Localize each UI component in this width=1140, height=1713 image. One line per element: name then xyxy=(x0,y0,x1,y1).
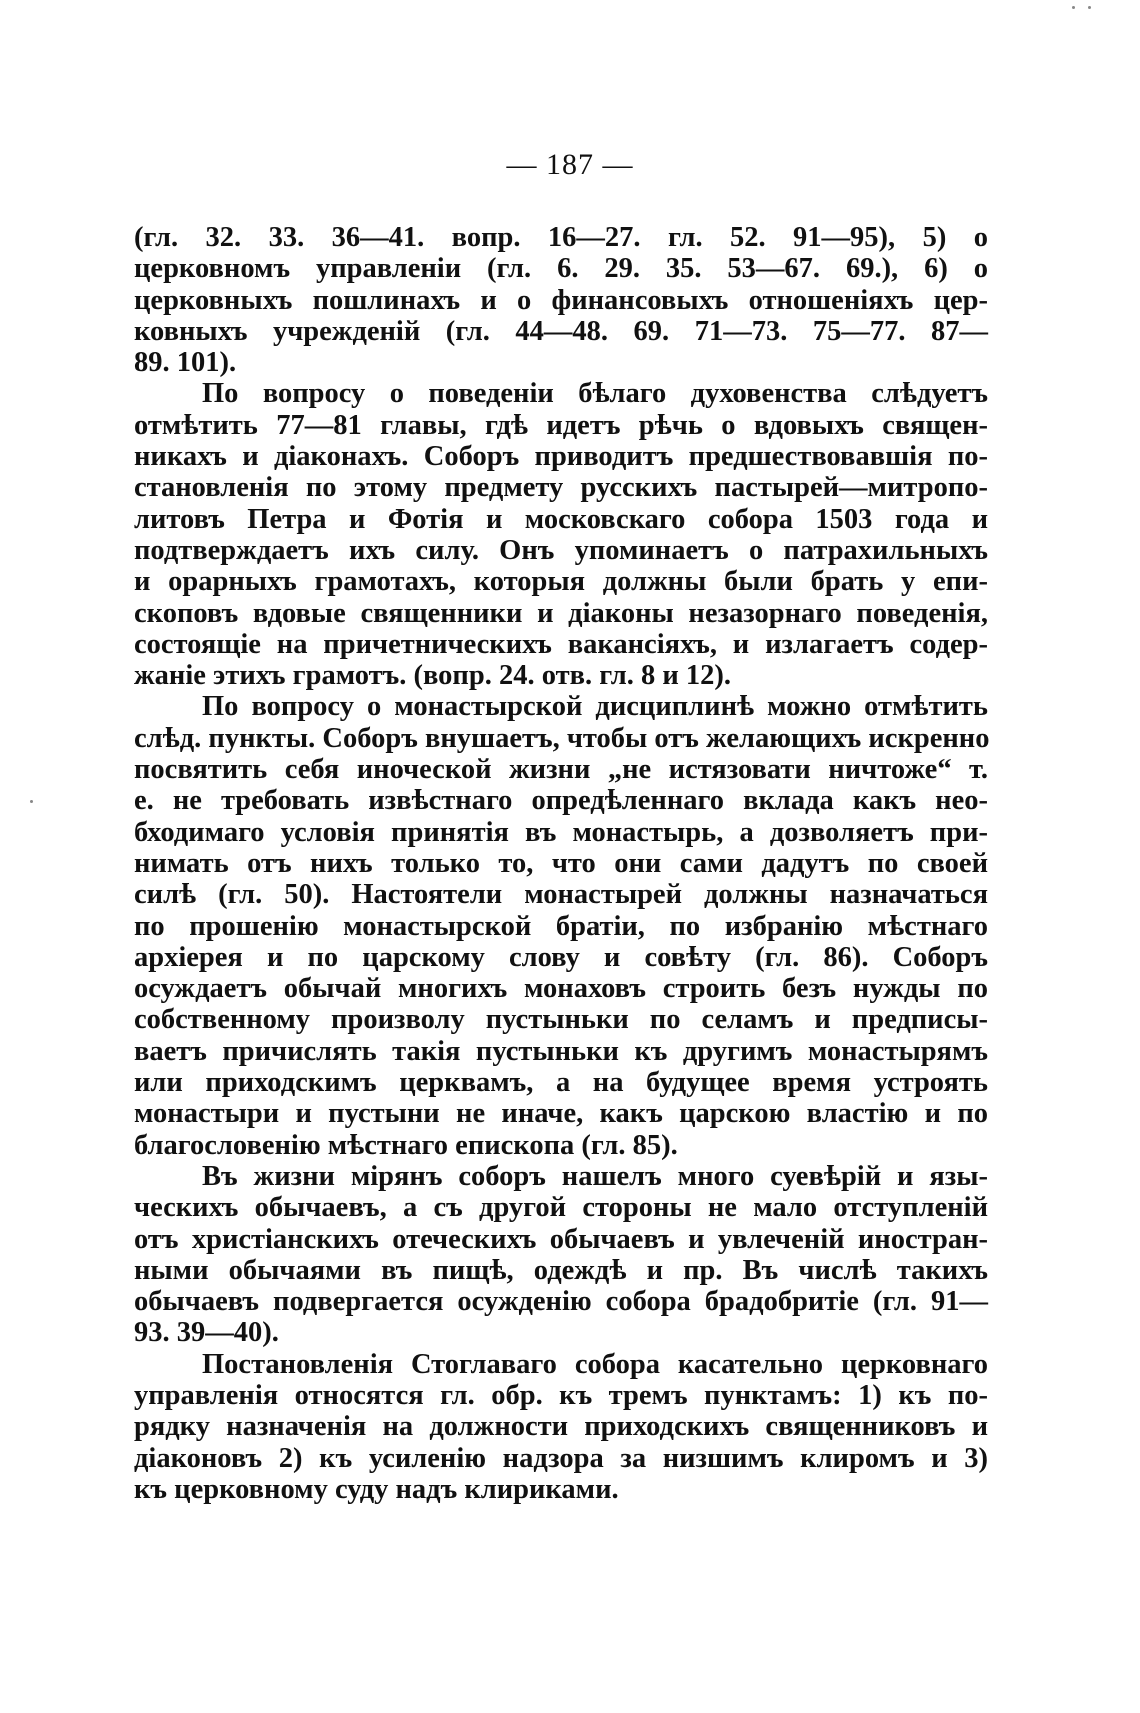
text-line: церковномъ управленіи (гл. 6. 29. 35. 53—67. 69.), 6) о xyxy=(134,253,988,285)
text-line: и орарныхъ грамотахъ, которыя должны были брать у епи- xyxy=(134,566,988,598)
text-line: ческихъ обычаевъ, а съ другой стороны не мало отступленій xyxy=(134,1192,988,1224)
text-line: архіерея и по царскому слову и совѣту (гл. 86). Соборъ xyxy=(134,941,988,973)
text-line: е. не требовать извѣстнаго опредѣленнаго вклада какъ нео- xyxy=(134,785,988,817)
text-line: силѣ (гл. 50). Настоятели монастырей должны назначаться xyxy=(134,879,988,911)
scan-speck xyxy=(1072,6,1075,9)
text-line: посвятить себя иноческой жизни „не истязовати ничтоже“ т. xyxy=(134,754,988,786)
text-line: подтверждаетъ ихъ силу. Онъ упоминаетъ о патрахильныхъ xyxy=(134,534,988,566)
text-line: 89. 101). xyxy=(134,347,237,379)
text-line: или приходскимъ церквамъ, а на будущее время устроять xyxy=(134,1067,988,1099)
text-line: Постановленія Стоглаваго собора касательно церковнаго xyxy=(202,1348,988,1380)
text-line: къ церковному суду надъ клириками. xyxy=(134,1473,619,1505)
text-line: управленія относятся гл. обр. къ тремъ пунктамъ: 1) къ по- xyxy=(134,1379,988,1411)
scan-speck xyxy=(1088,6,1091,9)
text-line: ными обычаями въ пищѣ, одеждѣ и пр. Въ числѣ такихъ xyxy=(134,1254,988,1286)
text-line: осуждаетъ обычай многихъ монаховъ строить безъ нужды по xyxy=(134,973,988,1005)
text-line: слѣд. пункты. Соборъ внушаетъ, чтобы отъ желающихъ искренно xyxy=(134,722,990,754)
text-line: нимать отъ нихъ только то, что они сами дадутъ по своей xyxy=(134,847,988,879)
text-line: отъ христіанскихъ отеческихъ обычаевъ и увлеченій иностран- xyxy=(134,1223,988,1255)
text-line: состоящіе на причетническихъ вакансіяхъ, и излагаетъ содер- xyxy=(134,628,988,660)
paragraph-1 xyxy=(134,222,988,378)
text-line: ваетъ причислять такія пустыньки къ другимъ монастырямъ xyxy=(134,1035,988,1067)
scan-speck xyxy=(30,800,33,803)
text-line: по прошенію монастырской братіи, по избранію мѣстнаго xyxy=(134,910,988,942)
text-line: 93. 39—40). xyxy=(134,1317,279,1349)
text-line: рядку назначенія на должности приходскихъ священниковъ и xyxy=(134,1411,988,1443)
text-line: отмѣтить 77—81 главы, гдѣ идетъ рѣчь о вдовыхъ священ- xyxy=(134,409,988,441)
text-line: скоповъ вдовые священники и діаконы незазорнаго поведенія, xyxy=(134,597,988,629)
text-line: монастыри и пустыни не иначе, какъ царскою властію и по xyxy=(134,1098,988,1130)
text-line: діаконовъ 2) къ усиленію надзора за низшимъ клиромъ и 3) xyxy=(134,1442,988,1474)
paragraph-3 xyxy=(134,691,988,1160)
text-line: церковныхъ пошлинахъ и о финансовыхъ отношеніяхъ цер- xyxy=(134,284,988,316)
page-number: — 187 — xyxy=(506,148,634,181)
text-line: литовъ Петра и Фотія и московскаго собора 1503 года и xyxy=(134,503,988,535)
text-line: никахъ и діаконахъ. Соборъ приводитъ предшествовавшія по- xyxy=(134,441,988,473)
paragraph-5 xyxy=(134,1349,988,1505)
paragraph-4 xyxy=(134,1161,988,1349)
text-line: По вопросу о монастырской дисциплинѣ можно отмѣтить xyxy=(202,691,988,723)
text-line: становленія по этому предмету русскихъ пастырей—митропо- xyxy=(134,472,988,504)
text-line: По вопросу о поведеніи бѣлаго духовенства слѣдуетъ xyxy=(202,378,988,410)
text-line: собственному произволу пустыньки по селамъ и предписы- xyxy=(134,1004,988,1036)
body-text xyxy=(134,222,988,1505)
text-line: ковныхъ учрежденій (гл. 44—48. 69. 71—73. 75—77. 87— xyxy=(134,315,988,347)
text-line: Въ жизни мірянъ соборъ нашелъ много суевѣрій и язы- xyxy=(202,1160,988,1192)
text-line: (гл. 32. 33. 36—41. вопр. 16—27. гл. 52. 91—95), 5) о xyxy=(134,222,988,253)
text-line: обычаевъ подвергается осужденію собора брадобритіе (гл. 91— xyxy=(134,1286,988,1318)
text-line: жаніе этихъ грамотъ. (вопр. 24. отв. гл. 8 и 12). xyxy=(134,660,731,692)
text-line: бходимаго условія принятія въ монастырь, а дозволяетъ при- xyxy=(134,816,988,848)
text-line: благословенію мѣстнаго епископа (гл. 85). xyxy=(134,1129,678,1161)
paragraph-2 xyxy=(134,378,988,691)
